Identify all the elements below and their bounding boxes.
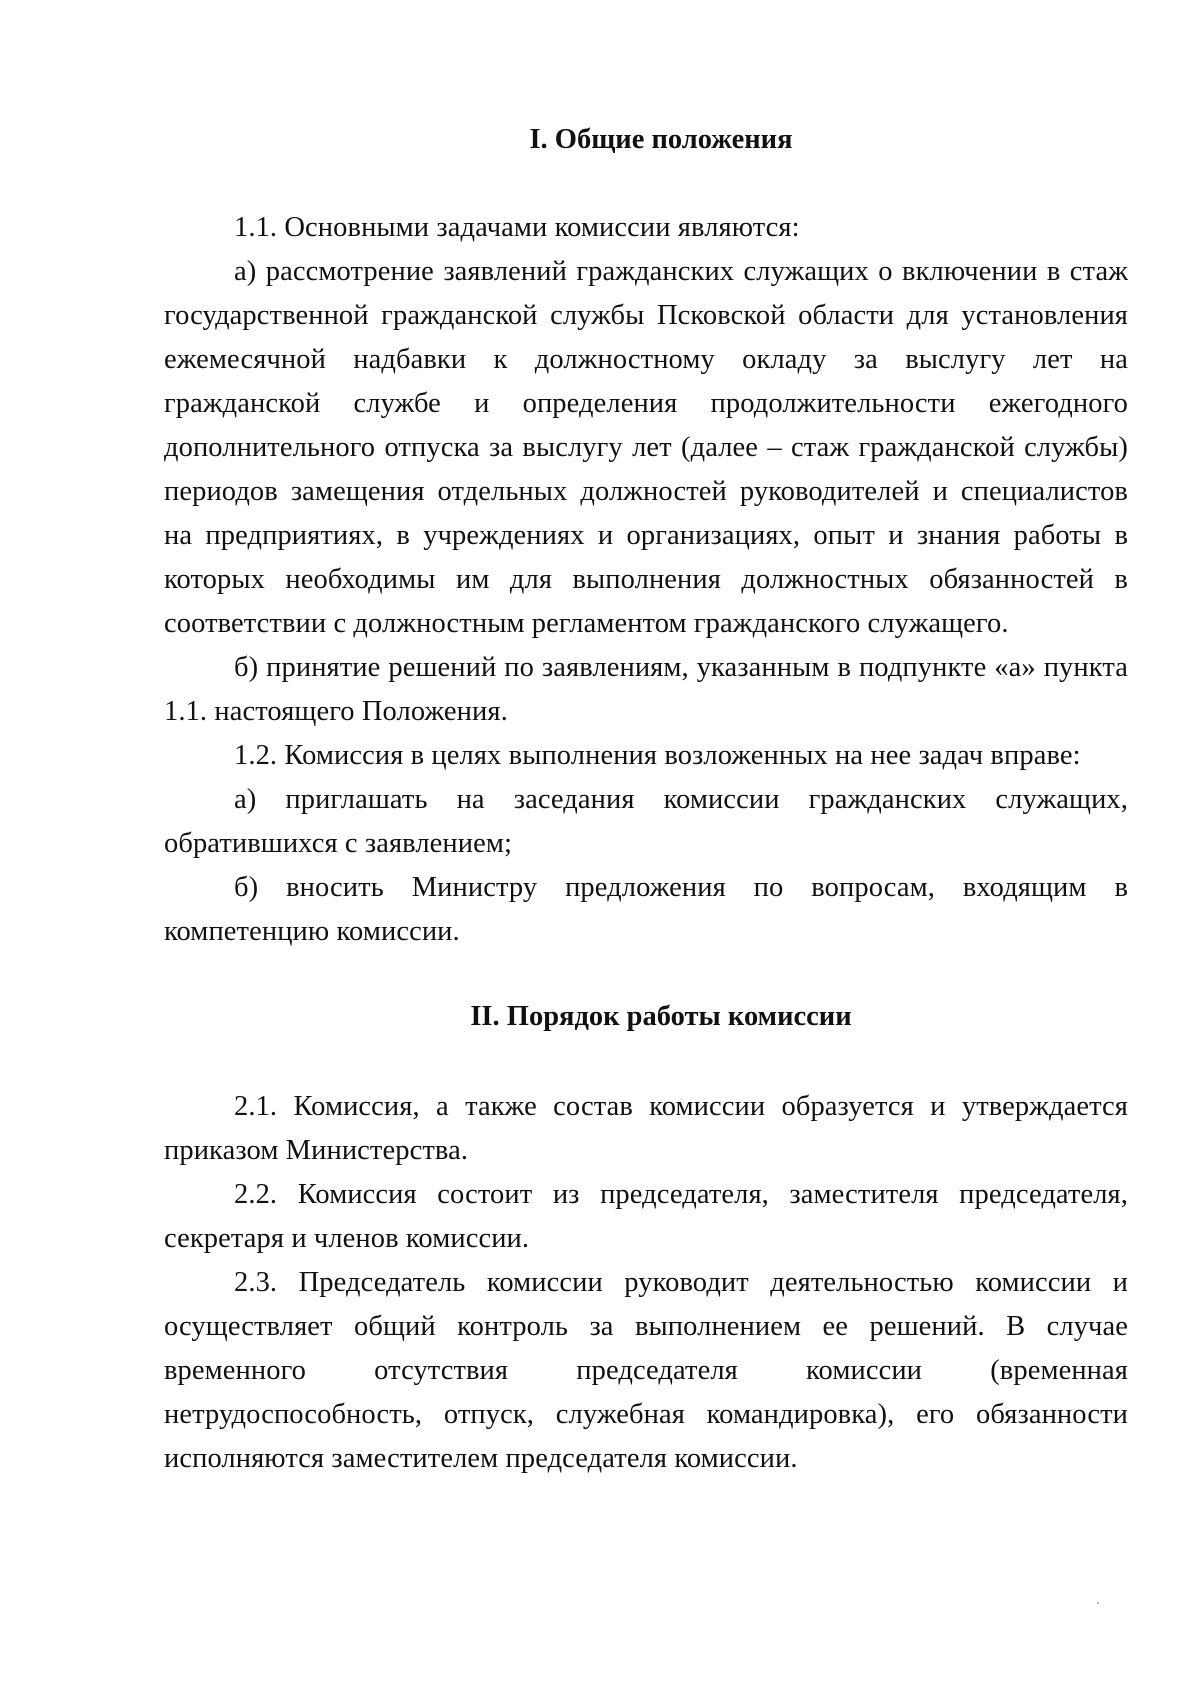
- section-2-heading: II. Порядок работы комиссии: [470, 1001, 852, 1032]
- paragraph-1-1: 1.1. Основными задачами комиссии являются:: [234, 212, 800, 243]
- paragraph-1-1-b: б) принятие решений по заявлениям, указанным в подпункте «а» пункта 1.1. настоящего Положения.: [164, 652, 1128, 727]
- paragraph-1-2-b: б) вносить Министру предложения по вопросам, входящим в компетенцию комиссии.: [164, 872, 1128, 947]
- paragraph-2-2: 2.2. Комиссия состоит из председателя, заместителя председателя, секретаря и членов комиссии.: [164, 1179, 1128, 1254]
- paragraph-1-2: 1.2. Комиссия в целях выполнения возложенных на нее задач вправе:: [234, 740, 1081, 771]
- paragraph-1-2-a: а) приглашать на заседания комиссии гражданских служащих, обратившихся с заявлением;: [164, 784, 1128, 859]
- paragraph-2-1: 2.1. Комиссия, а также состав комиссии образуется и утверждается приказом Министерства.: [164, 1091, 1128, 1166]
- section-1-heading: I. Общие положения: [529, 124, 793, 155]
- paragraph-1-1-a: а) рассмотрение заявлений гражданских служащих о включении в стаж государственной гражданской службы Псковской области для установления ежемесячной надбавки к должностному окладу за выслугу лет на гражданской службе и определения продолжительности ежегодного дополнительного отпуска за выслугу лет (далее – стаж гражданской службы) периодов замещения отдельных должностей руководителей и специалистов на предприятиях, в учреждениях и организациях, опыт и знания работы в которых необходимы им для выполнения должностных обязанностей в соответствии с должностным регламентом гражданского служащего.: [164, 256, 1128, 639]
- scan-artifact-dot: [1097, 1602, 1099, 1604]
- paragraph-2-3: 2.3. Председатель комиссии руководит деятельностью комиссии и осуществляет общий контроль за выполнением ее решений. В случае временного отсутствия председателя комиссии (временная нетрудоспособность, отпуск, служебная командировка), его обязанности исполняются заместителем председателя комиссии.: [164, 1267, 1128, 1474]
